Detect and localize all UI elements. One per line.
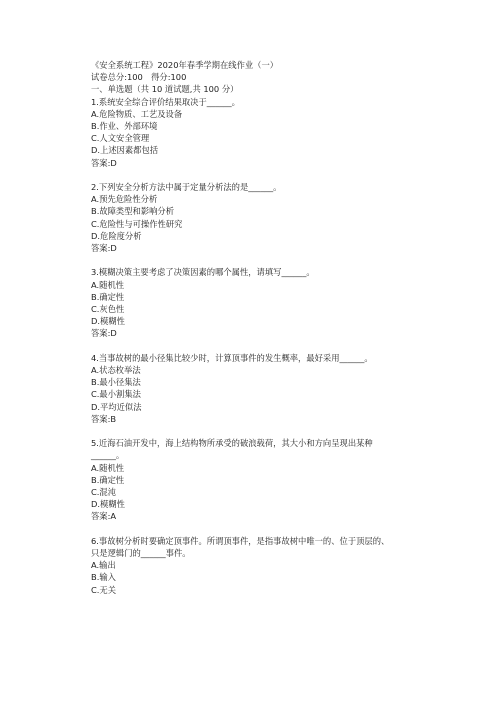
document-title: 《安全系统工程》2020年春季学期在线作业（一） xyxy=(91,60,279,70)
option-a: A.危险物质、工艺及设备 xyxy=(91,108,183,119)
question-stem: 3.模糊决策主要考虑了决策因素的哪个属性，请填写______。 xyxy=(91,267,315,278)
option-d: D.平均近似法 xyxy=(91,401,142,412)
answer: 答案:D xyxy=(91,328,117,339)
option-b: B.确定性 xyxy=(91,291,125,302)
question-stem: 1.系统安全综合评价结果取决于______。 xyxy=(91,96,240,107)
question-3 xyxy=(91,266,471,351)
question-stem: 4.当事故树的最小径集比较少时，计算顶事件的发生概率，最好采用______。 xyxy=(91,352,373,363)
section-heading: 一、单选题（共 10 道试题,共 100 分） xyxy=(91,84,239,95)
question-stem-continued: 只是逻辑门的______事件。 xyxy=(91,548,191,559)
option-b: B.作业、外部环境 xyxy=(91,121,158,132)
spacer xyxy=(91,425,471,437)
option-c: C.灰色性 xyxy=(91,304,125,315)
question-1 xyxy=(91,96,471,181)
option-c: C.人文安全管理 xyxy=(91,133,150,144)
question-5 xyxy=(91,437,471,535)
option-a: A.输出 xyxy=(91,560,116,571)
question-stem: 6.事故树分析时要确定顶事件。所谓顶事件，是指事故树中唯一的、位于顶层的、 xyxy=(91,535,390,546)
option-c: C.最小割集法 xyxy=(91,389,141,400)
question-stem: 2.下列安全分析方法中属于定量分析法的是______。 xyxy=(91,182,282,193)
option-b: B.最小径集法 xyxy=(91,377,141,388)
option-c: C.混沌 xyxy=(91,487,117,498)
option-d: D.模糊性 xyxy=(91,499,125,510)
option-b: B.故障类型和影响分析 xyxy=(91,206,175,217)
question-stem: 5.近海石油开发中，海上结构物所承受的破浪载荷，其大小和方向呈现出某种 xyxy=(91,438,373,449)
option-a: A.随机性 xyxy=(91,279,125,290)
spacer xyxy=(91,340,471,352)
option-c: C.危险性与可操作性研究 xyxy=(91,218,183,229)
question-stem-continued: ______。 xyxy=(91,450,125,461)
answer: 答案:A xyxy=(91,511,117,522)
question-4 xyxy=(91,352,471,437)
spacer xyxy=(91,169,471,181)
score-line: 试卷总分:100 得分:100 xyxy=(91,72,187,83)
option-d: D.上述因素都包括 xyxy=(91,145,159,156)
option-a: A.预先危险性分析 xyxy=(91,194,158,205)
document-page xyxy=(91,59,471,596)
option-a: A.随机性 xyxy=(91,462,125,473)
spacer xyxy=(91,523,471,535)
option-b: B.确定性 xyxy=(91,474,125,485)
option-d: D.模糊性 xyxy=(91,316,125,327)
answer: 答案:B xyxy=(91,413,117,424)
question-2 xyxy=(91,181,471,266)
option-d: D.危险度分析 xyxy=(91,230,142,241)
spacer xyxy=(91,254,471,266)
option-b: B.输入 xyxy=(91,572,116,583)
answer: 答案:D xyxy=(91,243,117,254)
question-6 xyxy=(91,535,471,596)
answer: 答案:D xyxy=(91,157,117,168)
option-c: C.无关 xyxy=(91,584,117,595)
option-a: A.状态枚举法 xyxy=(91,365,141,376)
